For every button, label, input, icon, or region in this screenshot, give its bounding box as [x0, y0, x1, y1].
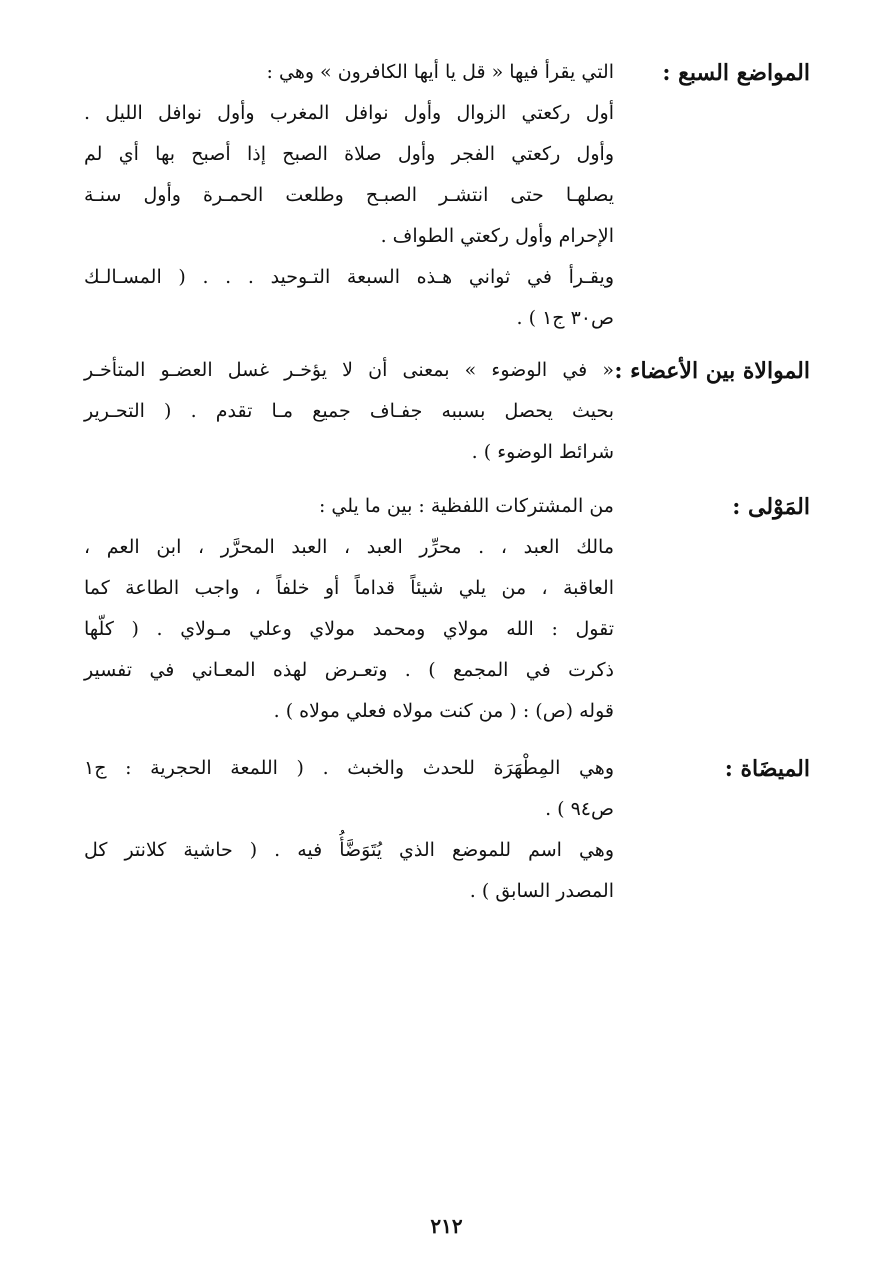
- entry-line: ذكرت في المجمع ) . وتعـرض لهذه المعـاني في تفسير: [84, 659, 614, 681]
- entry-line: وأول ركعتي الفجر وأول صلاة الصبح إذا أصبح بها أي لم: [84, 143, 614, 165]
- entry-line: المصدر السابق ) .: [469, 880, 614, 902]
- entry-line: مالك العبد ، . محرِّر العبد ، العبد المحرَّر ، ابن العم ،: [84, 536, 614, 558]
- entry-line: أول ركعتي الزوال وأول نوافل المغرب وأول نوافل الليل .: [84, 102, 614, 124]
- entry-line: قوله (ص) : ( من كنت مولاه فعلي مولاه ) .: [273, 700, 614, 722]
- entry-term: الميضَاة :: [724, 756, 810, 782]
- entry-line: التي يقرأ فيها « قل يا أيها الكافرون » وهي :: [266, 61, 614, 83]
- entry-line: الإحرام وأول ركعتي الطواف .: [380, 225, 614, 247]
- entry-body: [84, 748, 614, 912]
- entry-term: الموالاة بين الأعضاء :: [614, 358, 810, 384]
- entry-term: المَوْلى :: [732, 494, 810, 520]
- entry-line: وهي اسم للموضع الذي يُتَوَضَّأُ فيه . ( حاشية كلانتر كل: [84, 839, 614, 861]
- entry-line: العاقبة ، من يلي شيئاً قداماً أو خلفاً ، واجب الطاعة كما: [84, 577, 614, 599]
- entry-line: ص٣٠ ج١ ) .: [516, 307, 614, 329]
- entry-line: بحيث يحصل بسببه جفـاف جميع مـا تقدم . ( التحـرير: [84, 400, 614, 422]
- page-number: ٢١٢: [430, 1214, 463, 1238]
- entry-term: المواضع السبع :: [662, 60, 810, 86]
- entry-line: من المشتركات اللفظية : بين ما يلي :: [318, 495, 614, 517]
- entry-body: [84, 486, 614, 732]
- entry-line: « في الوضوء » بمعنى أن لا يؤخـر غسل العضـو المتأخـر: [84, 359, 614, 381]
- entry-line: شرائط الوضوء ) .: [471, 441, 614, 463]
- entry-line: ويقـرأ في ثواني هـذه السبعة التـوحيد . . . ( المسـالـك: [84, 266, 614, 288]
- entry-line: يصلهـا حتى انتشـر الصبـح وطلعت الحمـرة وأول سنـة: [84, 184, 614, 206]
- entry-line: ص٩٤ ) .: [545, 798, 614, 820]
- entry-body: [84, 350, 614, 473]
- entry-line: وهي المِطْهَرَة للحدث والخبث . ( اللمعة الحجرية : ج١: [84, 757, 614, 779]
- entry-line: تقول : الله مولاي ومحمد مولاي وعلي مـولاي . ( كلّها: [84, 618, 614, 640]
- entry-body: [84, 52, 614, 339]
